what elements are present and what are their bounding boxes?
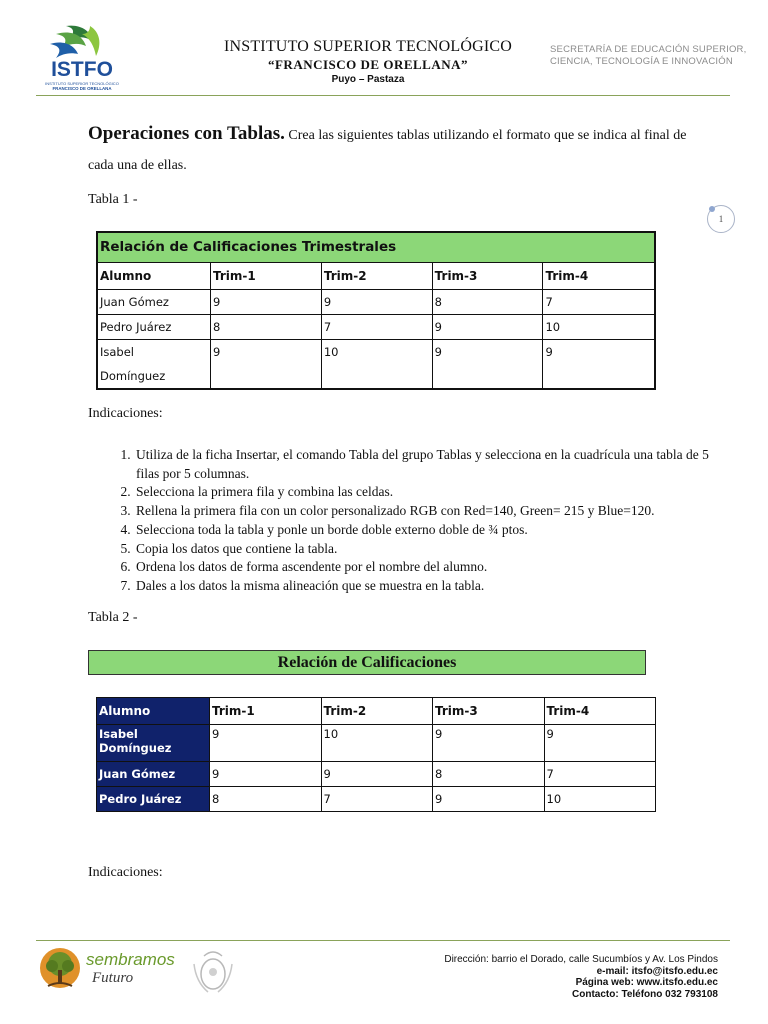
column-header: Trim-1 [211,262,322,289]
institution-city: Puyo – Pastaza [331,74,405,85]
ministry-line-1: SECRETARÍA DE EDUCACIÓN SUPERIOR, [550,44,747,55]
list-item: 6. Ordena los datos de forma ascendente por el nombre del alumno. [134,558,714,577]
grade-cell: 7 [321,314,432,339]
grade-cell: 8 [433,762,545,787]
grade-cell: 10 [544,787,656,812]
student-name-cell: Pedro Juárez [97,787,210,812]
section-title: Operaciones con Tablas. [88,123,285,144]
grade-cell: 9 [211,339,322,389]
institution-name: INSTITUTO SUPERIOR TECNOLÓGICO [223,38,513,55]
column-header: Trim-3 [432,262,543,289]
student-name-cell: Pedro Juárez [97,314,211,339]
table-header-row [97,262,655,289]
table-row [97,289,655,314]
student-name-cell: Isabel Domínguez [97,725,210,762]
brand-line-2: Futuro [92,970,134,986]
list-item: 4. Selecciona toda la tabla y ponle un borde doble externo doble de ¾ ptos. [134,521,714,540]
page-badge-dot [709,206,715,212]
brand-line-1: sembramos [86,950,175,969]
grades-table-2 [96,697,656,812]
indications-label-1: Indicaciones: [88,406,163,421]
table-row [97,762,656,787]
table-row [97,339,655,389]
student-name-cell: Juan Gómez [97,762,210,787]
footer-brand [86,950,176,987]
list-item: 5. Copia los datos que contiene la tabla. [134,540,714,559]
grade-cell: 9 [433,787,545,812]
list-item: 2. Selecciona la primera fila y combina las celdas. [134,483,714,502]
istfo-logo [36,22,128,94]
grade-cell: 9 [210,725,322,762]
column-header: Alumno [97,698,210,725]
grade-cell: 7 [321,787,433,812]
grade-cell: 9 [210,762,322,787]
intro-paragraph [88,119,688,181]
column-header: Trim-4 [543,262,655,289]
table2-label: Tabla 2 - [88,610,138,625]
email-link[interactable]: e-mail: itsfo@itsfo.edu.ec [596,965,718,977]
student-name-cell: Isabel Domínguez [97,339,211,389]
intro-text: Crea las siguientes tablas utilizando el formato que se indica al final de cada una de ellas. [88,128,687,173]
column-header: Trim-2 [321,698,433,725]
table1-title: Relación de Calificaciones Trimestrales [97,232,655,262]
table1-label: Tabla 1 - [88,192,138,207]
column-header: Trim-1 [210,698,322,725]
grade-cell: 7 [544,762,656,787]
svg-text:INSTITUTO SUPERIOR TECNOLÓGICO: INSTITUTO SUPERIOR TECNOLÓGICO [45,81,119,86]
svg-text:FRANCISCO DE ORELLANA: FRANCISCO DE ORELLANA [52,86,112,91]
grade-cell: 10 [543,314,655,339]
grade-cell: 10 [321,725,433,762]
list-item: 1. Utiliza de la ficha Insertar, el comando Tabla del grupo Tablas y selecciona en la cuadrícula una tabla de 5 filas por 5 columnas. [134,446,714,483]
column-header: Trim-4 [544,698,656,725]
page-number-badge[interactable]: 1 [707,205,735,233]
ministry-line-2: CIENCIA, TECNOLOGÍA E INNOVACIÓN [550,56,733,67]
instructions-list [106,446,714,596]
grade-cell: 9 [433,725,545,762]
header-divider [36,95,730,96]
grade-cell: 8 [211,314,322,339]
ministry-logo-text [550,44,750,68]
indications-label-2: Indicaciones: [88,865,163,880]
column-header: Alumno [97,262,211,289]
table-row [97,314,655,339]
grades-table-1 [96,231,656,390]
svg-text:ISTFO: ISTFO [51,58,113,81]
contact-block [380,954,718,1000]
institution-subtitle: “FRANCISCO DE ORELLANA” [267,57,469,72]
grade-cell: 9 [432,339,543,389]
grade-cell: 10 [321,339,432,389]
table-row [97,787,656,812]
list-item: 7. Dales a los datos la misma alineación que se muestra en la tabla. [134,577,714,596]
grade-cell: 9 [432,314,543,339]
column-header: Trim-3 [433,698,545,725]
national-seal-icon [186,944,240,998]
list-item: 3. Rellena la primera fila con un color personalizado RGB con Red=140, Green= 215 y Blue=120. [134,502,714,521]
address-text: Dirección: barrio el Dorado, calle Sucumbíos y Av. Los Pindos [444,954,718,965]
grade-cell: 7 [543,289,655,314]
grade-cell: 9 [321,289,432,314]
tree-logo-icon [38,946,82,994]
table-header-row [97,698,656,725]
grade-cell: 8 [210,787,322,812]
grade-cell: 9 [211,289,322,314]
student-name-cell: Juan Gómez [97,289,211,314]
grade-cell: 8 [432,289,543,314]
column-header: Trim-2 [321,262,432,289]
footer-divider [36,940,730,941]
website-link[interactable]: Página web: www.itsfo.edu.ec [575,977,718,988]
phone-text: Contacto: Teléfono 032 793108 [572,988,718,1000]
table2-banner: Relación de Calificaciones [88,650,646,675]
table-row [97,725,656,762]
grade-cell: 9 [544,725,656,762]
grade-cell: 9 [321,762,433,787]
grade-cell: 9 [543,339,655,389]
